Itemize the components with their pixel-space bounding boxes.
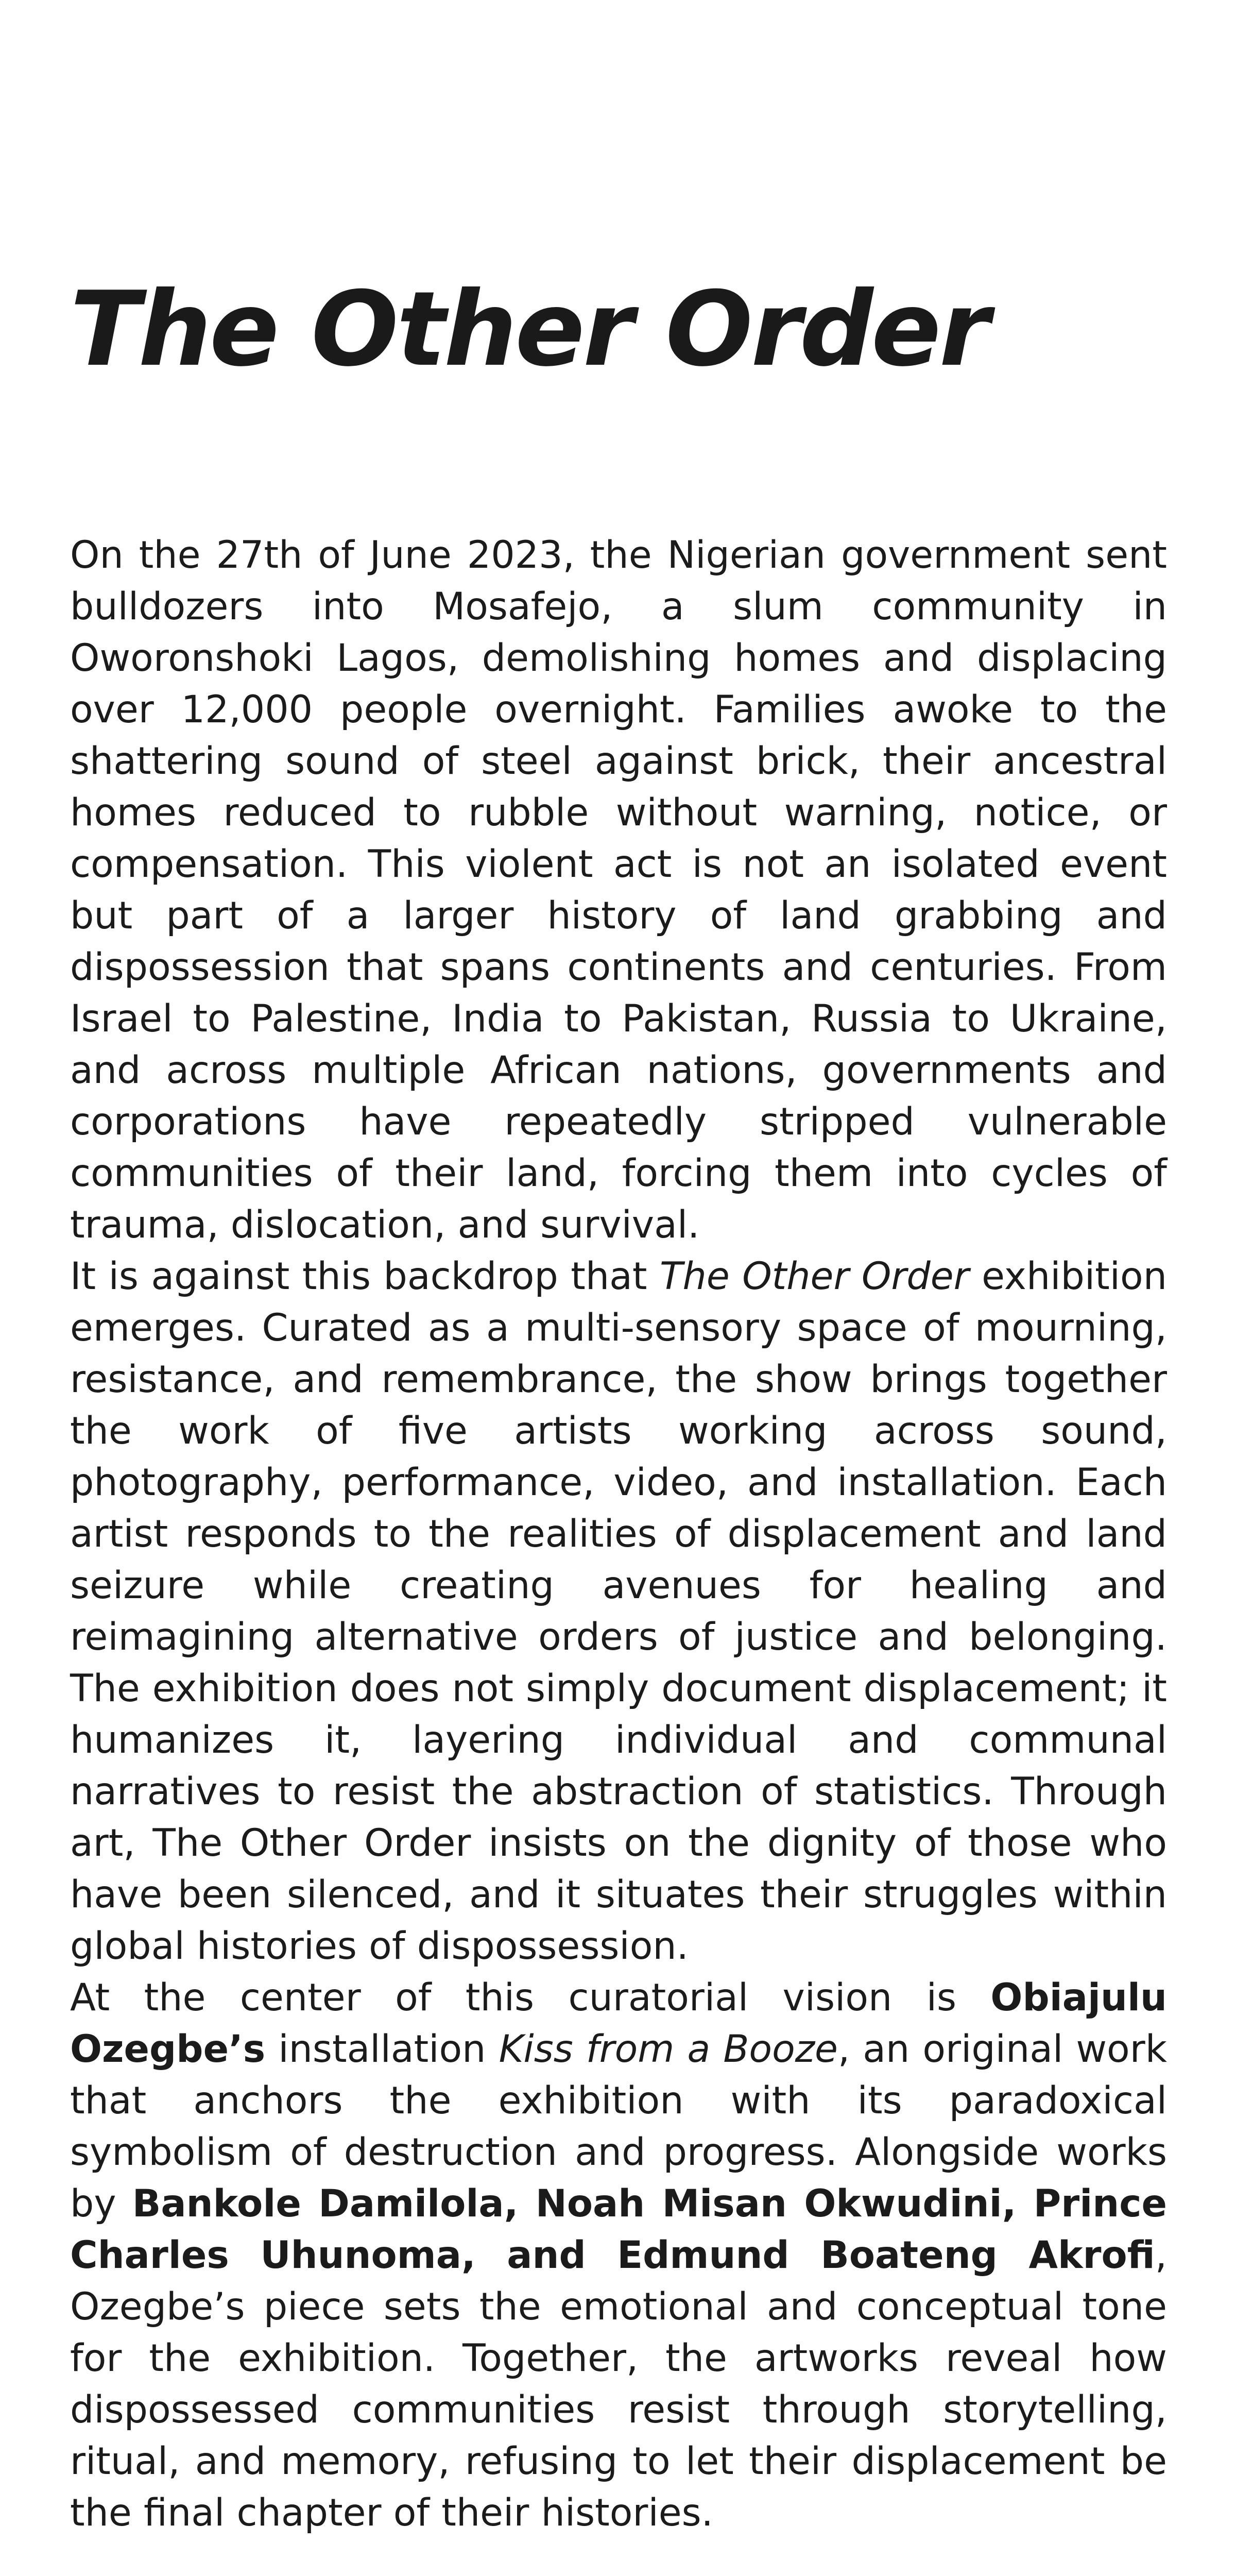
other-artists-names: Bankole Damilola, Noah Misan Okwudini, Prince Charles Uhunoma, and Edmund Boateng Akrofi [70, 2182, 1168, 2277]
intro-paragraph-text: On the 27th of June 2023, the Nigerian government sent bulldozers into Mosafejo, a slum community in Oworonshoki Lagos, demolishing homes and displacing over 12,000 people overnight. Families awoke to the shattering sound of steel against brick, their ancestral homes reduced to rubble without warning, notice, or compensation. This violent act is not an isolated event but part of a larger history of land grabbing and dispossession that spans continents and centuries. From Israel to Palestine, India to Pakistan, Russia to Ukraine, and across multiple African nations, governments and corporations have repeatedly stripped vulnerable communities of their land, forcing them into cycles of trauma, dislocation, and survival. [70, 533, 1167, 1247]
artists-paragraph-end: , Ozegbe’s piece sets the emotional and conceptual tone for the exhibition. Together, the artworks reveal how dispossessed communities resist through storytelling, ritual, and memory, refusing to let their displacement be the final chapter of their histories. [70, 2233, 1167, 2535]
exhibition-title-italic: The Other Order [659, 1255, 969, 1298]
lead-artist-name: Obiajulu Ozegbe’s [70, 1976, 1167, 2071]
work-title-italic: Kiss from a Booze [499, 2027, 838, 2071]
exhibition-paragraph-body: exhibition emerges. Curated as a multi-sensory space of mourning, resistance, and remembrance, the show brings together the work of five artists working across sound, photography, performance, video, and installation. Each artist responds to the realities of displacement and land seizure while creating avenues for healing and reimagining alternative orders of justice and belonging. The exhibition does not simply document displacement; it humanizes it, layering individual and communal narratives to resist the abstraction of statistics. Through art, The Other Order insists on the dignity of those who have been silenced, and it situates their struggles within global histories of dispossession. [70, 1255, 1167, 1968]
intro-paragraph [70, 530, 1167, 1251]
artists-paragraph-lead: At the center of this curatorial vision is [70, 1976, 991, 2020]
artists-paragraph [70, 1972, 1167, 2539]
artists-paragraph-middle: , an original work that anchors the exhibition with its paradoxical symbolism of destruction and progress. Alongside works by [70, 2027, 1168, 2226]
exhibition-paragraph [70, 1251, 1167, 1972]
page-title: The Other Order [70, 269, 988, 389]
artists-paragraph-installation: installation [265, 2027, 499, 2071]
exhibition-paragraph-lead: It is against this backdrop that [70, 1255, 660, 1298]
